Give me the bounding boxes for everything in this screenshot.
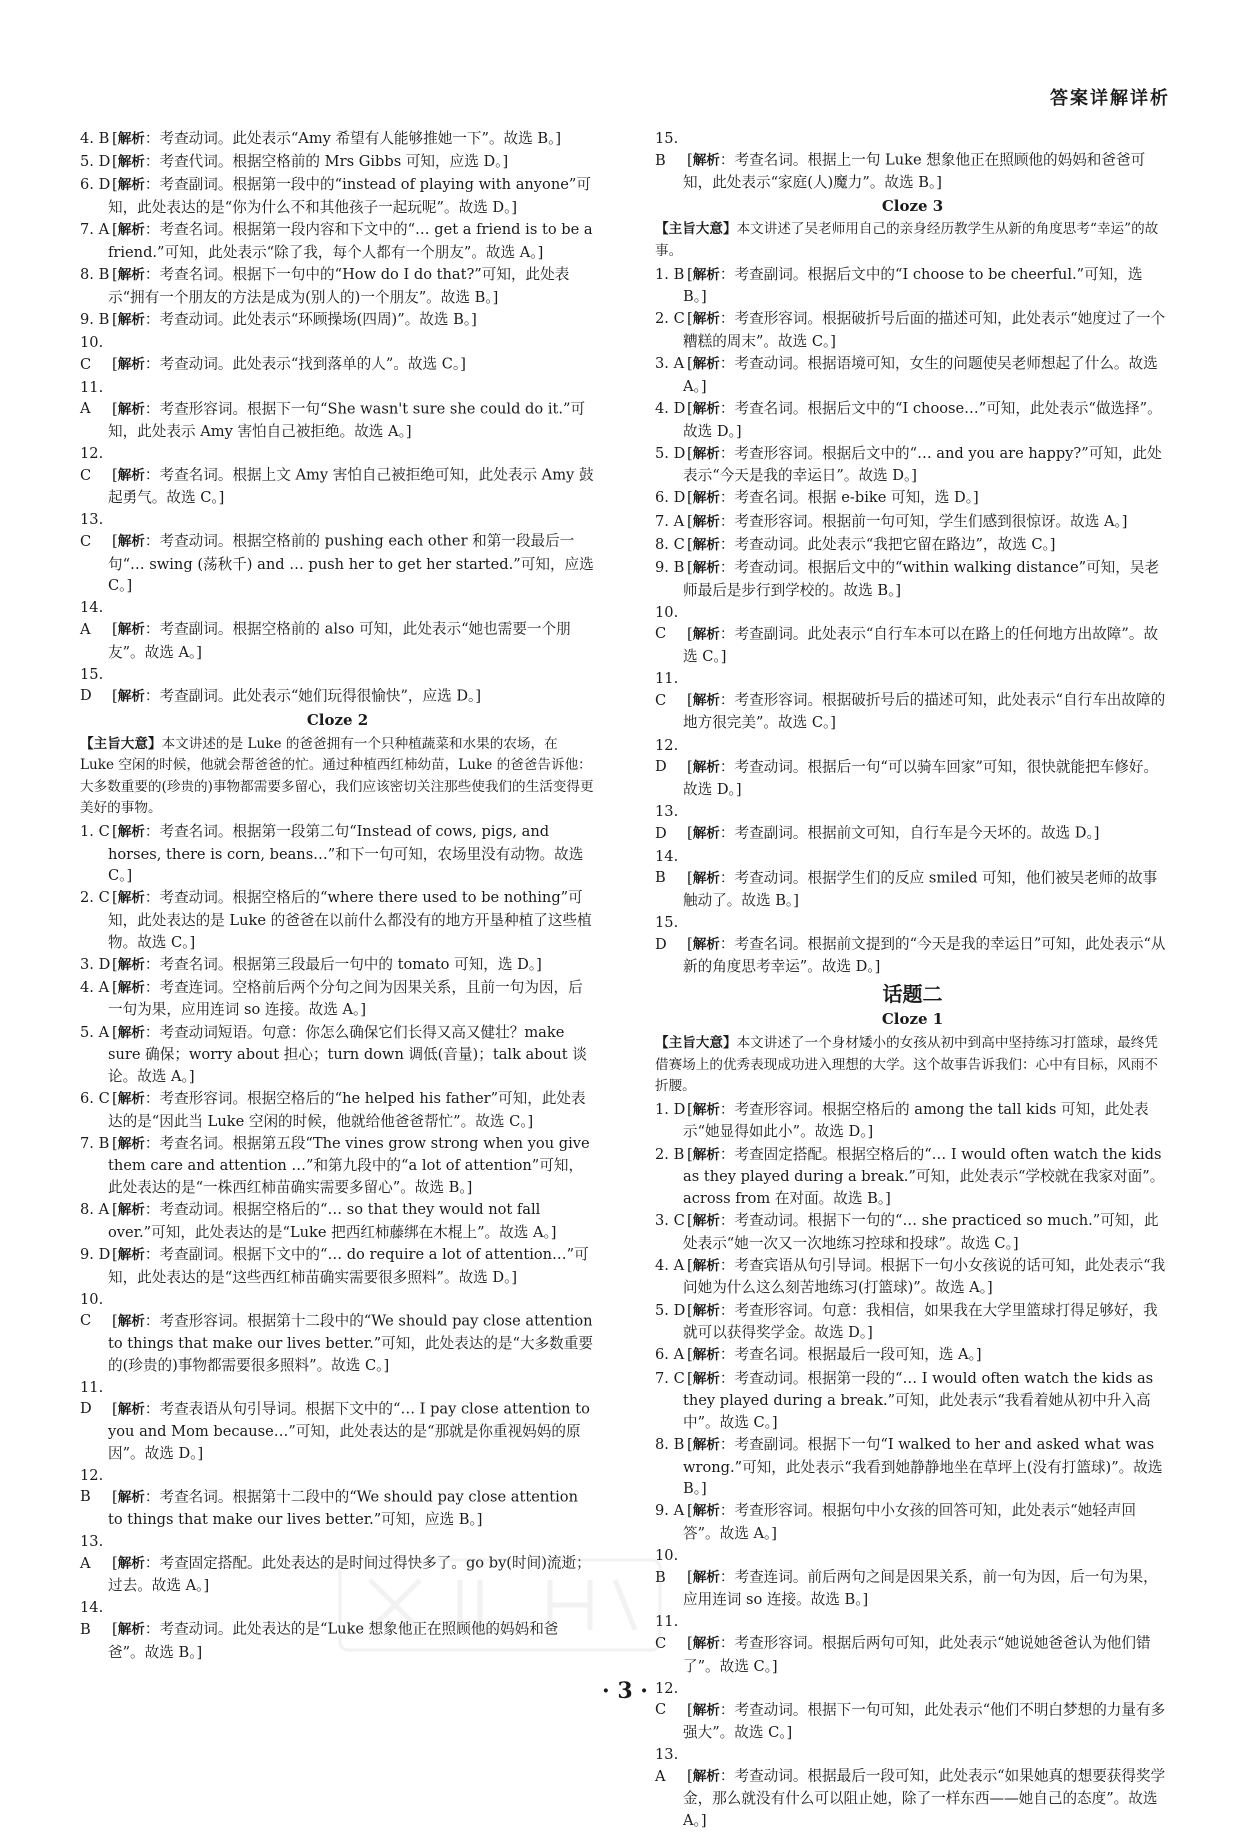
answer-number: 4. B: [80, 130, 110, 147]
answer-number: 10. C: [655, 603, 679, 643]
answer-explanation: ：考查形容词。根据后文中的“… and you are happy?”可知，此处表示“今天是我的幸运日”。故选 D。]: [683, 444, 1162, 485]
analysis-label: 解析: [692, 1370, 720, 1387]
analysis-label: 解析: [117, 1091, 145, 1108]
answer-item: [655, 534, 1170, 557]
analysis-label: 解析: [117, 1202, 145, 1219]
answer-number: 10. C: [80, 1290, 104, 1330]
analysis-label: 解析: [117, 222, 145, 239]
answer-item: [655, 264, 1170, 308]
analysis-label: 解析: [117, 1246, 145, 1263]
bracket: [: [687, 535, 693, 553]
answer-item: [655, 735, 1170, 801]
bracket: [: [112, 978, 118, 996]
answer-explanation: ：考查名词。根据上一句 Luke 想象他正在照顾他的妈妈和爸爸可知，此处表示“家庭(人)魔力”。故选 B。]: [683, 151, 1146, 192]
answer-explanation: ：考查动词短语。句意：你怎么确保它们长得又高又健壮？make sure 确保；worry about 担心；turn down 调低(音量)；talk about 谈论。故选 A。]: [108, 1023, 587, 1085]
answer-explanation: ：考查动词。根据空格后的“… so that they would not fall over.”可知，此处表达的是“Luke 把西红柿藤绑在木棍上”。故选 A。]: [108, 1201, 557, 1241]
bracket: [: [687, 824, 693, 842]
answer-item: [655, 846, 1170, 912]
summary-label: 【主旨大意】: [655, 221, 737, 238]
bracket: [: [112, 310, 118, 328]
analysis-label: 解析: [117, 1135, 145, 1152]
answer-explanation: ：考查动词。根据后一句“可以骑车回家”可知，很快就能把车修好。故选 D。]: [683, 758, 1159, 798]
answer-explanation: ：考查名词。根据下一句中的“How do I do that?”可知，此处表示“拥有一个朋友的方法是成为(别人的)一个朋友”。故选 B。]: [108, 265, 570, 306]
answer-item: [655, 1210, 1170, 1254]
bracket: [: [687, 1346, 693, 1364]
bracket: [: [687, 151, 693, 169]
analysis-label: 解析: [692, 513, 720, 530]
bracket: [: [112, 1245, 118, 1263]
page-header-title: 答案详解详析: [1050, 88, 1170, 109]
summary-label: 【主旨大意】: [655, 1035, 737, 1052]
analysis-label: 解析: [692, 490, 720, 507]
summary-paragraph: [655, 1033, 1170, 1098]
analysis-label: 解析: [117, 979, 145, 996]
analysis-label: 解析: [692, 1146, 720, 1163]
analysis-label: 解析: [117, 956, 145, 973]
answer-item: [80, 443, 595, 509]
bracket: [: [687, 869, 693, 887]
bracket: [: [687, 1212, 693, 1229]
answer-item: [80, 1199, 595, 1243]
analysis-label: 解析: [117, 1622, 145, 1639]
bracket: [: [112, 400, 118, 418]
answer-item: [655, 1255, 1170, 1299]
answer-number: 5. D: [655, 1301, 686, 1319]
bracket: [: [687, 512, 693, 530]
answer-item: [655, 443, 1170, 487]
answer-number: 14. B: [655, 847, 679, 887]
analysis-label: 解析: [692, 266, 720, 283]
answer-explanation: ：考查动词。根据下一句的“… she practiced so much.”可知，此处表示“她一次又一次地练习控球和投球”。故选 C。]: [683, 1212, 1159, 1252]
analysis-label: 解析: [692, 1257, 720, 1274]
analysis-label: 解析: [117, 890, 145, 907]
answer-item: [655, 1099, 1170, 1143]
answer-explanation: ：考查名词。根据第三段最后一句中的 tomato 可知，选 D。]: [144, 955, 542, 973]
bracket: [: [687, 399, 693, 417]
answer-number: 13. A: [80, 1533, 104, 1572]
bracket: [: [112, 1400, 118, 1418]
bracket: [: [112, 822, 118, 840]
answer-number: 10. C: [80, 333, 104, 373]
left-column: [80, 128, 595, 1664]
answer-number: 3. A: [655, 355, 685, 373]
bracket: [: [687, 691, 693, 709]
analysis-label: 解析: [117, 1401, 145, 1418]
answer-number: 12. C: [655, 1679, 679, 1719]
answer-item: [80, 174, 595, 218]
answer-explanation: ：考查动词。根据下一句可知，此处表示“他们不明白梦想的力量有多强大”。故选 C。]: [683, 1701, 1166, 1741]
answer-number: 9. A: [655, 1502, 685, 1520]
bracket: [: [687, 489, 693, 507]
analysis-label: 解析: [117, 131, 145, 147]
answer-number: 9. B: [655, 559, 685, 577]
bracket: [: [687, 1767, 693, 1785]
answer-number: 5. D: [655, 444, 686, 462]
answer-item: [655, 1144, 1170, 1210]
answer-number: 6. D: [80, 176, 111, 194]
answer-number: 9. B: [80, 310, 110, 328]
answer-explanation: ：考查动词。根据空格前的 pushing each other 和第一段最后一句“… swing (荡秋千) and … push her to get her started.”可知，应选 C。]: [108, 533, 594, 595]
bracket: [: [687, 1635, 693, 1653]
bracket: [: [687, 1145, 693, 1163]
cloze-title: Cloze 2: [306, 710, 369, 729]
answer-explanation: ：考查副词。此处表示“自行车本可以在路上的任何地方出故障”。故选 C。]: [683, 625, 1159, 665]
answer-explanation: ：考查固定搭配。此处表达的是时间过得快多了。go by(时间)流逝；过去。故选 A。]: [108, 1554, 591, 1595]
bracket: [: [112, 176, 118, 194]
analysis-label: 解析: [117, 1489, 145, 1506]
answer-explanation: ：考查连词。空格前后两个分句之间为因果关系，且前一句为因，后一句为果，应用连词 so 连接。故选 A。]: [108, 978, 583, 1019]
bracket: [: [687, 758, 693, 776]
answer-number: 13. C: [80, 511, 104, 551]
bracket: [: [687, 935, 693, 953]
analysis-label: 解析: [692, 400, 720, 417]
bracket: [: [687, 1502, 693, 1520]
analysis-label: 解析: [692, 536, 720, 553]
answer-explanation: ：考查动词。根据语境可知，女生的问题使吴老师想起了什么。故选 A。]: [683, 355, 1158, 395]
answer-explanation: ：考查副词。根据下一句“I walked to her and asked what was wrong.”可知，此处表示“我看到她静静地坐在草坪上(没有打篮球)”。故选 B。]: [683, 1435, 1163, 1498]
answer-item: [80, 664, 595, 708]
answer-explanation: ：考查动词。此处表示“找到落单的人”。故选 C。]: [144, 355, 466, 373]
answer-number: 7. C: [655, 1369, 685, 1387]
bracket: [: [687, 1568, 693, 1586]
answer-item: [80, 821, 595, 887]
bracket: [: [687, 1435, 693, 1453]
answer-item: [655, 668, 1170, 734]
bracket: [: [687, 1100, 693, 1118]
answer-explanation: ：考查形容词。根据后两句可知，此处表示“她说她爸爸认为他们错了”。故选 C。]: [683, 1635, 1151, 1675]
answer-number: 3. D: [80, 955, 111, 973]
answer-number: 11. C: [655, 1613, 679, 1653]
answer-number: 7. B: [80, 1134, 110, 1152]
answer-number: 7. A: [80, 221, 110, 239]
bracket: [: [112, 621, 118, 638]
answer-explanation: ：考查名词。根据第五段“The vines grow strong when you give them care and attention …”和第九段中的“a lot of attention”可知，此处表达的是“一株西红柿苗确实需要多留心”。故选 B。]: [108, 1134, 590, 1196]
bracket: [: [112, 466, 118, 484]
bracket: [: [112, 889, 118, 907]
analysis-label: 解析: [692, 560, 720, 577]
answer-number: 8. B: [655, 1435, 685, 1453]
watermark-stamp: [330, 1550, 670, 1660]
bracket: [: [687, 355, 693, 373]
analysis-label: 解析: [692, 152, 720, 169]
answer-explanation: ：考查动词。此处表示“环顾操场(四周)”。故选 B。]: [144, 310, 477, 328]
bracket: [: [112, 1621, 118, 1639]
answer-explanation: ：考查动词。根据最后一段可知，此处表示“如果她真的想要获得奖学金，那么就没有什么可以阻止她，除了一样东西——她自己的态度”。故选 A。]: [683, 1767, 1166, 1829]
answer-explanation: ：考查表语从句引导词。根据下文中的“… I pay close attention to you and Mom because…”可知，此处表达的是“那就是你重视妈妈的原因”。故选 D。]: [108, 1400, 590, 1462]
answer-explanation: ：考查动词。根据后文中的“within walking distance”可知，吴老师最后是步行到学校的。故选 B。]: [683, 559, 1160, 599]
answer-number: 6. D: [655, 489, 686, 507]
answer-explanation: ：考查副词。根据第一段中的“instead of playing with anyone”可知，此处表达的是“你为什么不和其他孩子一起玩呢”。故选 D。]: [108, 176, 591, 216]
analysis-label: 解析: [117, 401, 145, 418]
answer-explanation: ：考查名词。根据第一段第二句“Instead of cows, pigs, and horses, there is corn, beans…”和下一句可知，农场里没有动物。故选 C。]: [108, 822, 584, 885]
analysis-label: 解析: [117, 356, 145, 373]
answer-explanation: ：考查形容词。句意：我相信，如果我在大学里篮球打得足够好，我就可以获得奖学金。故选 D。]: [683, 1301, 1158, 1342]
answer-number: 7. A: [655, 512, 685, 530]
answer-explanation: ：考查副词。根据下文中的“… do require a lot of attention…”可知，此处表达的是“这些西红柿苗确实需要很多照料”。故选 D。]: [108, 1245, 589, 1286]
answer-explanation: ：考查副词。根据空格前的 also 可知，此处表示“她也需要一个朋友”。故选 A。]: [108, 621, 571, 661]
answer-item: [80, 219, 595, 263]
bracket: [: [112, 1312, 118, 1330]
analysis-label: 解析: [692, 356, 720, 373]
answer-number: 9. D: [80, 1245, 111, 1263]
bracket: [: [112, 955, 118, 973]
answer-number: 8. A: [80, 1201, 110, 1219]
bracket: [: [112, 1201, 118, 1219]
answer-item: [655, 602, 1170, 668]
cloze-title: Cloze 1: [881, 1010, 944, 1029]
analysis-label: 解析: [692, 692, 720, 709]
answer-item: [655, 308, 1170, 352]
answer-item: [655, 353, 1170, 397]
bracket: [: [112, 1554, 118, 1572]
analysis-label: 解析: [117, 311, 145, 328]
bracket: [: [687, 625, 693, 643]
bracket: [: [687, 1369, 693, 1387]
answer-number: 15. D: [655, 914, 679, 953]
answer-item: [80, 887, 595, 953]
analysis-label: 解析: [692, 1768, 720, 1785]
answer-number: 4. A: [80, 978, 110, 996]
answer-item: [655, 398, 1170, 442]
answer-explanation: ：考查形容词。根据破折号后面的描述可知，此处表示“她度过了一个糟糕的周末”。故选 C。]: [683, 310, 1166, 350]
analysis-label: 解析: [692, 1503, 720, 1520]
answer-item: [80, 597, 595, 663]
answer-explanation: ：考查代词。根据空格前的 Mrs Gibbs 可知，应选 D。]: [144, 153, 509, 171]
page-number: · 3 ·: [602, 1678, 648, 1704]
analysis-label: 解析: [692, 1702, 720, 1719]
answer-number: 12. B: [80, 1466, 104, 1506]
answer-explanation: ：考查名词。根据上文 Amy 害怕自己被拒绝可知，此处表示 Amy 鼓起勇气。故选 C。]: [108, 466, 594, 507]
analysis-label: 解析: [692, 1101, 720, 1118]
analysis-label: 解析: [117, 534, 145, 551]
answer-explanation: ：考查副词。根据前文可知，自行车是今天坏的。故选 D。]: [719, 824, 1100, 842]
answer-item: [655, 511, 1170, 534]
answer-item: [80, 151, 595, 174]
bracket: [: [687, 1701, 693, 1719]
answer-item: [80, 264, 595, 308]
answer-explanation: ：考查形容词。根据句中小女孩的回答可知，此处表示“她轻声回答”。故选 A。]: [683, 1502, 1136, 1542]
answer-explanation: ：考查动词。根据第一段的“… I would often watch the kids as they played during a break.”可知，此处表示“我看着她从初中升入高中”。故选 C。]: [683, 1369, 1154, 1431]
bracket: [: [112, 1090, 118, 1108]
answer-item: [80, 954, 595, 977]
analysis-label: 解析: [117, 154, 145, 171]
bracket: [: [687, 1301, 693, 1319]
analysis-label: 解析: [692, 1213, 720, 1229]
analysis-label: 解析: [117, 177, 145, 194]
analysis-label: 解析: [692, 759, 720, 776]
answer-explanation: ：考查连词。前后两句之间是因果关系，前一句为因，后一句为果，应用连词 so 连接。故选 B。]: [683, 1568, 1158, 1609]
answer-explanation: ：考查形容词。根据空格后的 among the tall kids 可知，此处表示“她显得如此小”。故选 D。]: [683, 1100, 1149, 1141]
answer-number: 1. C: [80, 822, 110, 840]
answer-explanation: ：考查形容词。根据前一句可知，学生们感到很惊讶。故选 A。]: [719, 512, 1128, 530]
analysis-label: 解析: [692, 626, 720, 643]
answer-item: [655, 487, 1170, 510]
answer-number: 15. B: [655, 130, 679, 169]
answer-number: 6. A: [655, 1346, 685, 1364]
cloze-title: Cloze 3: [881, 196, 944, 215]
topic-title: 话题二: [882, 981, 943, 1006]
answer-explanation: ：考查动词。根据空格后的“where there used to be nothing”可知，此处表达的是 Luke 的爸爸在以前什么都没有的地方开垦种植了这些植物。故选 C。]: [108, 889, 592, 951]
answer-item: [655, 557, 1170, 601]
answer-number: 11. A: [80, 378, 104, 418]
answer-item: [80, 309, 595, 332]
answer-item: [80, 509, 595, 596]
answer-number: 11. C: [655, 670, 679, 709]
answer-item: [655, 1500, 1170, 1544]
answer-explanation: ：考查动词。此处表示“我把它留在路边”，故选 C。]: [719, 535, 1056, 553]
bracket: [: [687, 1256, 693, 1274]
bracket: [: [112, 355, 118, 373]
answer-item: [655, 128, 1170, 194]
answer-item: [655, 912, 1170, 978]
answer-number: 3. C: [655, 1212, 685, 1229]
answer-number: 2. C: [80, 889, 110, 907]
summary-paragraph: [655, 219, 1170, 262]
bracket: [: [112, 1023, 118, 1041]
bracket: [: [112, 265, 118, 283]
bracket: [: [112, 533, 118, 551]
analysis-label: 解析: [117, 266, 145, 283]
analysis-label: 解析: [117, 467, 145, 484]
answer-explanation: ：考查名词。根据第十二段中的“We should pay close attention to things that make our lives better.”可知，应选 B。]: [108, 1488, 578, 1528]
summary-paragraph: [80, 734, 595, 820]
bracket: [: [687, 444, 693, 462]
answer-number: 14. A: [80, 599, 104, 638]
answer-number: 10. B: [655, 1547, 679, 1586]
answer-explanation: ：考查形容词。根据下一句“She wasn't sure she could do it.”可知，此处表示 Amy 害怕自己被拒绝。故选 A。]: [108, 400, 586, 440]
analysis-label: 解析: [117, 1313, 145, 1330]
answer-number: 6. C: [80, 1090, 110, 1108]
bracket: [: [687, 559, 693, 577]
answer-item: [80, 1289, 595, 1376]
bracket: [: [112, 1134, 118, 1152]
answer-item: [80, 1244, 595, 1288]
analysis-label: 解析: [117, 823, 145, 840]
answer-number: 1. B: [655, 265, 685, 283]
answer-number: 8. C: [655, 535, 685, 553]
analysis-label: 解析: [692, 311, 720, 328]
answer-number: 4. D: [655, 399, 686, 417]
answer-number: 12. C: [80, 445, 104, 484]
analysis-label: 解析: [692, 445, 720, 462]
answer-number: 2. C: [655, 310, 685, 328]
answer-item: [655, 1368, 1170, 1434]
answer-number: 4. A: [655, 1256, 685, 1274]
answer-item: [80, 1465, 595, 1531]
answer-explanation: ：考查副词。根据后文中的“I choose to be cheerful.”可知，选 B。]: [683, 265, 1143, 306]
answer-explanation: ：考查形容词。根据破折号后的描述可知，此处表示“自行车出故障的地方很完美”。故选 C。]: [683, 691, 1166, 732]
analysis-label: 解析: [692, 1569, 720, 1586]
answer-explanation: ：考查固定搭配。根据空格后的“… I would often watch the kids as they played during a break.”可知，此处表示“学校就在我家对面”。across from 在对面。故选 B。]: [683, 1145, 1165, 1207]
answer-number: 13. A: [655, 1746, 679, 1785]
answer-number: 15. D: [80, 665, 104, 705]
answer-number: 8. B: [80, 265, 110, 283]
answer-number: 11. D: [80, 1378, 104, 1418]
answer-item: [655, 1611, 1170, 1677]
answer-number: 1. D: [655, 1100, 686, 1118]
answer-explanation: ：考查副词。此处表示“她们玩得很愉快”，应选 D。]: [144, 687, 482, 705]
analysis-label: 解析: [117, 1555, 145, 1572]
answer-item: [80, 977, 595, 1021]
analysis-label: 解析: [692, 1436, 720, 1453]
analysis-label: 解析: [117, 688, 145, 705]
answer-item: [655, 1344, 1170, 1367]
answer-explanation: ：考查名词。根据第一段内容和下文中的“… get a friend is to be a friend.”可知，此处表示“除了我，每个人都有一个朋友”。故选 A。]: [108, 221, 593, 261]
answer-explanation: ：考查名词。根据前文提到的“今天是我的幸运日”可知，此处表示“从新的角度思考幸运”。故选 D。]: [683, 935, 1166, 976]
analysis-label: 解析: [117, 622, 145, 638]
answer-number: 14. B: [80, 1599, 104, 1639]
answer-explanation: ：考查动词。根据学生们的反应 smiled 可知，他们被吴老师的故事触动了。故选 B。]: [683, 869, 1158, 909]
analysis-label: 解析: [692, 936, 720, 953]
answer-item: [80, 128, 595, 151]
answer-explanation: ：考查动词。此处表达的是“Luke 想象他正在照顾他的妈妈和爸爸”。故选 B。]: [108, 1621, 559, 1661]
analysis-label: 解析: [692, 825, 720, 842]
answer-item: [80, 377, 595, 443]
bracket: [: [112, 687, 118, 705]
bracket: [: [112, 221, 118, 239]
answer-item: [80, 1377, 595, 1464]
answer-number: 13. D: [655, 802, 679, 842]
answer-item: [655, 1744, 1170, 1831]
answer-number: 5. D: [80, 153, 111, 171]
bracket: [: [687, 265, 693, 283]
answer-number: 5. A: [80, 1023, 110, 1041]
answer-item: [655, 801, 1170, 845]
answer-item: [655, 1545, 1170, 1611]
answer-item: [655, 1434, 1170, 1500]
answer-item: [80, 1022, 595, 1088]
answer-explanation: ：考查形容词。根据空格后的“he helped his father”可知，此处表达的是“因此当 Luke 空闲的时候，他就给他爸爸帮忙”。故选 C。]: [108, 1090, 586, 1130]
summary-text: 本文讲述了吴老师用自己的亲身经历教学生从新的角度思考“幸运”的故事。: [655, 221, 1159, 259]
answer-item: [655, 1300, 1170, 1344]
analysis-label: 解析: [117, 1024, 145, 1041]
answer-item: [80, 1133, 595, 1199]
answer-number: 2. B: [655, 1145, 685, 1163]
analysis-label: 解析: [692, 870, 720, 887]
answer-explanation: ：考查名词。根据后文中的“I choose…”可知，此处表示“做选择”。故选 D。]: [683, 399, 1162, 440]
answer-explanation: ：考查形容词。根据第十二段中的“We should pay close attention to things that make our lives better.”可知，此处表达的是“大多数重要的(珍贵的)事物都需要很多照料”。故选 C。]: [108, 1312, 593, 1374]
answer-item: [80, 332, 595, 376]
bracket: [: [112, 1488, 118, 1506]
analysis-label: 解析: [692, 1302, 720, 1319]
summary-label: 【主旨大意】: [80, 735, 162, 752]
right-column: [655, 128, 1170, 1832]
bracket: [: [112, 130, 118, 147]
answer-explanation: ：考查动词。此处表示“Amy 希望有人能够推她一下”。故选 B。]: [144, 130, 562, 147]
summary-text: 本文讲述的是 Luke 的爸爸拥有一个只种植蔬菜和水果的农场，在 Luke 空闲的时候，他就会帮爸爸的忙。通过种植西红柿幼苗，Luke 的爸爸告诉他：大多数重要的(珍贵的)事物都需要多留心，我们应该密切关注那些使我们的生活变得更美好的事物。: [80, 735, 594, 817]
analysis-label: 解析: [692, 1347, 720, 1364]
answer-explanation: ：考查宾语从句引导词。根据下一句小女孩说的话可知，此处表示“我问她为什么这么刻苦地练习(打篮球)”。故选 A。]: [683, 1256, 1166, 1297]
bracket: [: [112, 153, 118, 171]
bracket: [: [687, 310, 693, 328]
answer-number: 12. D: [655, 736, 679, 776]
answer-explanation: ：考查名词。根据 e-bike 可知，选 D。]: [719, 489, 979, 507]
answer-item: [80, 1088, 595, 1132]
answer-explanation: ：考查名词。根据最后一段可知，选 A。]: [719, 1346, 982, 1364]
analysis-label: 解析: [692, 1636, 720, 1653]
summary-text: 本文讲述了一个身材矮小的女孩从初中到高中坚持练习打篮球，最终凭借赛场上的优秀表现成功进入理想的大学。这个故事告诉我们：心中有目标，风雨不折腰。: [655, 1035, 1158, 1095]
